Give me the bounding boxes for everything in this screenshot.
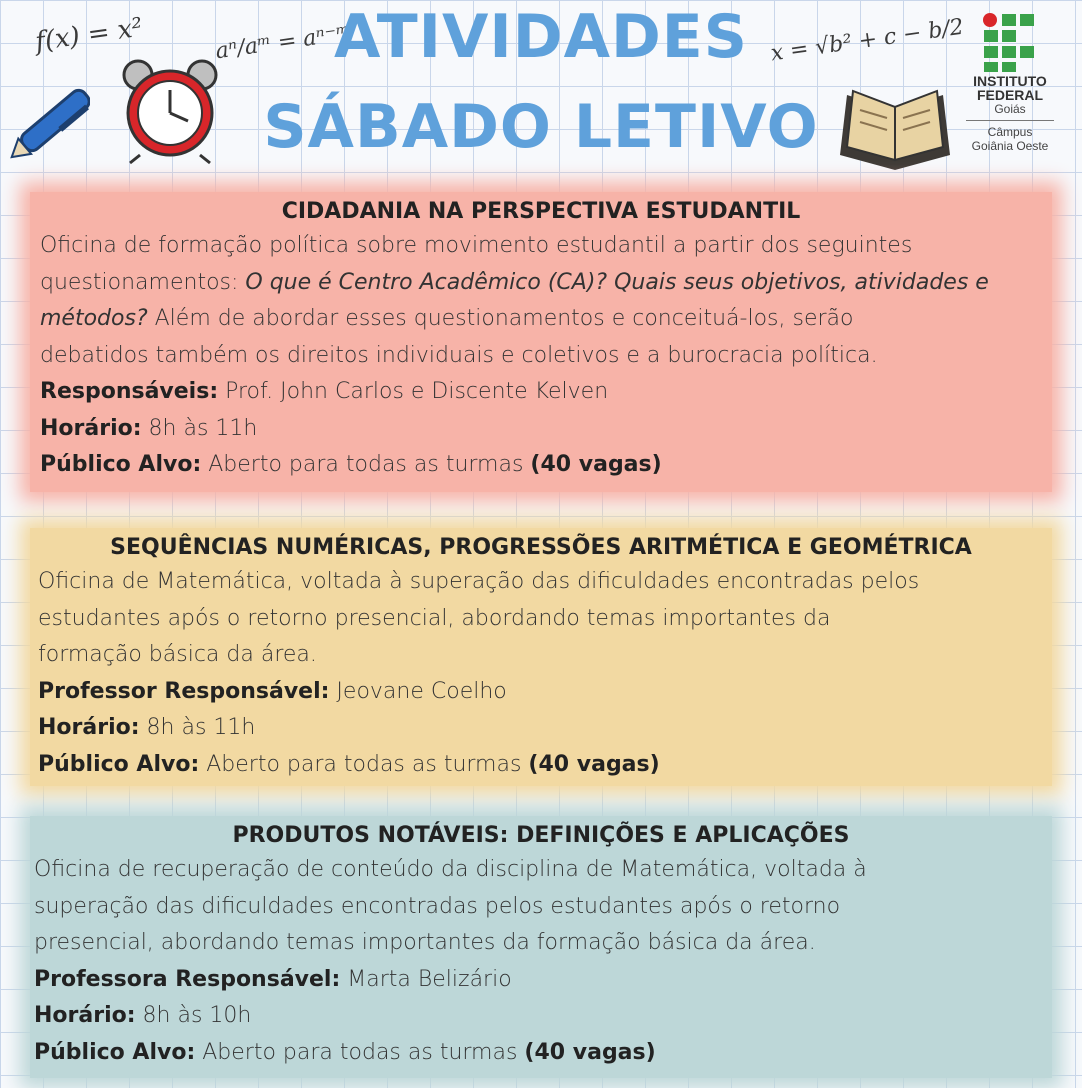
activity-section-3 (30, 816, 1052, 1078)
activity-section-2 (30, 528, 1052, 786)
description-line: Oficina de formação política sobre movimento estudantil a partir dos seguintes (40, 233, 913, 258)
section-title: SEQUÊNCIAS NUMÉRICAS, PROGRESSÕES ARITMÉTICA E GEOMÉTRICA (110, 535, 972, 560)
page-title-line1: ATIVIDADES (333, 2, 749, 72)
section-title: CIDADANIA NA PERSPECTIVA ESTUDANTIL (281, 199, 801, 224)
audience-line: Público Alvo: Aberto para todas as turmas (40 vagas) (38, 751, 660, 777)
description-line: presencial, abordando temas importantes da formação básica da área. (34, 930, 816, 955)
time-line: Horário: 8h às 10h (34, 1003, 252, 1028)
description-line: Oficina de Matemática, voltada à superação das dificuldades encontradas pelos (38, 569, 920, 594)
logo-line1: INSTITUTO (973, 73, 1047, 89)
time-line: Horário: 8h às 11h (40, 415, 258, 441)
page-title-line2: SÁBADO LETIVO (263, 92, 819, 162)
logo-line2: FEDERAL (976, 87, 1044, 103)
formula-right: x = √b² + c − b/2 (769, 14, 966, 67)
section-title: PRODUTOS NOTÁVEIS: DEFINIÇÕES E APLICAÇÕES (232, 823, 850, 848)
description-line: Oficina de recuperação de conteúdo da disciplina de Matemática, voltada à (34, 857, 867, 882)
time-line: Horário: 8h às 11h (38, 715, 256, 740)
responsible-line: Professora Responsável: Marta Belizário (34, 966, 512, 992)
formula-middle: aⁿ/aᵐ = aⁿ⁻ᵐ (213, 20, 352, 65)
description-line: métodos? Além de abordar esses questionamentos e conceituá-los, serão (40, 306, 854, 331)
institution-logo (960, 12, 1060, 153)
logo-campus1: Câmpus (987, 125, 1033, 139)
audience-line: Público Alvo: Aberto para todas as turmas (40 vagas) (40, 452, 662, 477)
logo-state: Goiás (994, 102, 1026, 116)
logo-campus2: Goiânia Oeste (971, 139, 1049, 153)
description-line: formação básica da área. (38, 642, 317, 667)
formula-left: f(x) = x² (33, 12, 145, 58)
responsible-line: Professor Responsável: Jeovane Coelho (38, 678, 507, 704)
description-line: estudantes após o retorno presencial, abordando temas importantes da (38, 605, 831, 631)
activity-section-1 (30, 192, 1052, 492)
if-logo-icon (982, 12, 1038, 72)
audience-line: Público Alvo: Aberto para todas as turmas (40 vagas) (34, 1039, 656, 1065)
description-line: debatidos também os direitos individuais e coletivos e a burocracia política. (40, 342, 878, 368)
logo-divider (966, 120, 1054, 121)
description-line: superação das dificuldades encontradas pelos estudantes após o retorno (34, 893, 841, 919)
description-line: questionamentos: O que é Centro Acadêmico (CA)? Quais seus objetivos, atividades e (40, 269, 989, 295)
responsible-line: Responsáveis: Prof. John Carlos e Discente Kelven (40, 379, 609, 404)
